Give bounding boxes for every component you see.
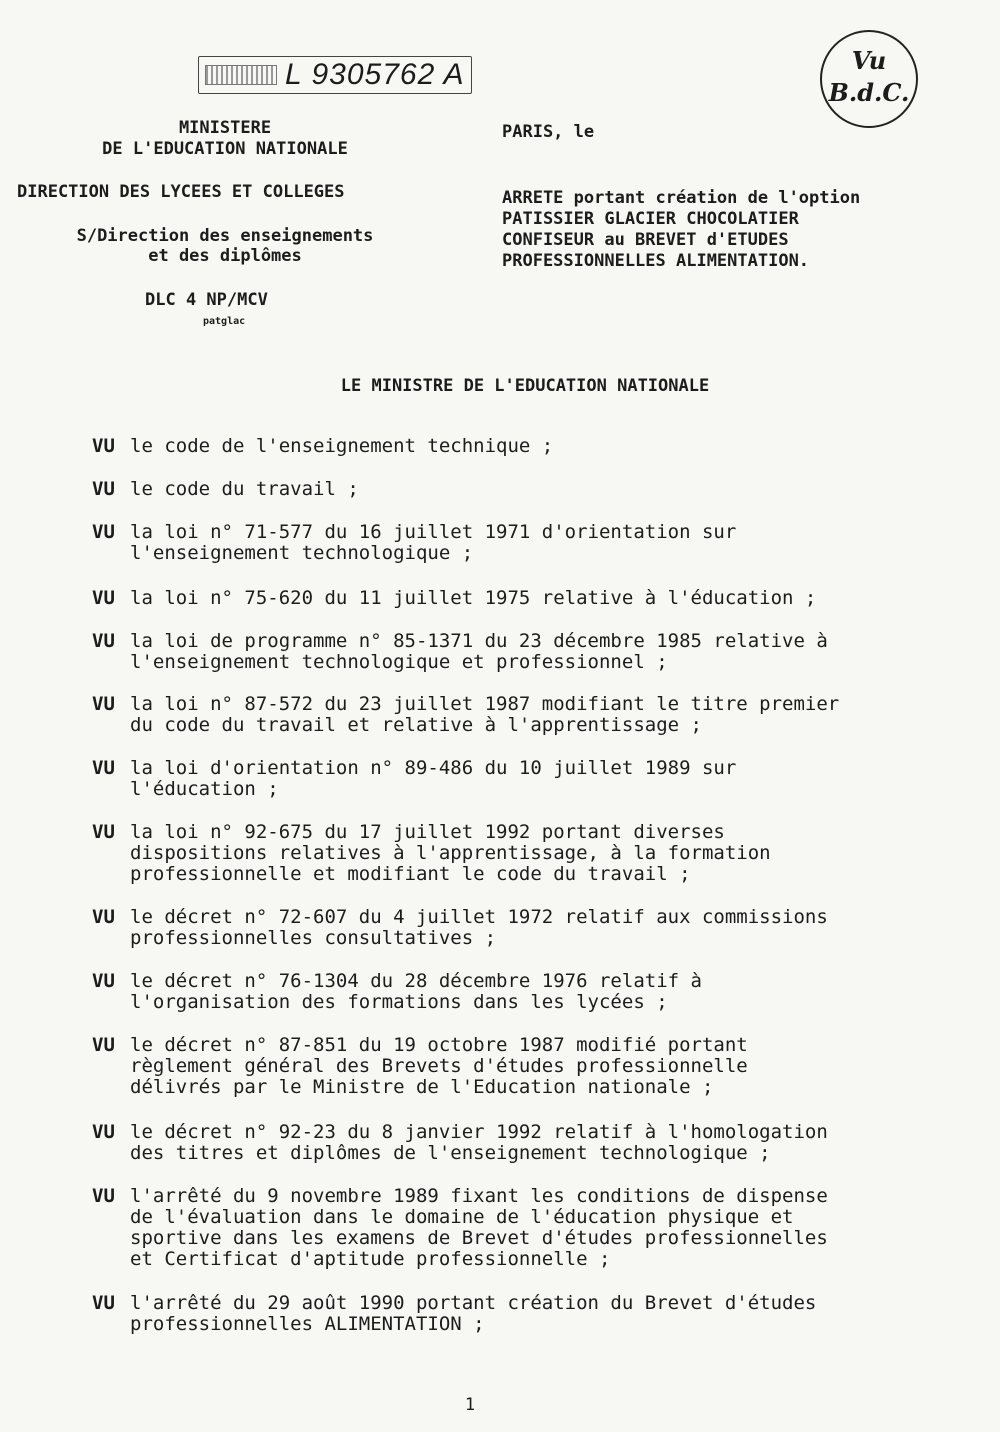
- visa-line: la loi n° 92-675 du 17 juillet 1992 portant diverses: [130, 821, 725, 843]
- visa-item: [92, 1122, 954, 1164]
- visa-item: [92, 822, 954, 885]
- vu-label: VU: [92, 906, 115, 928]
- visa-item: [92, 1186, 954, 1270]
- subdirection-line-2: et des diplômes: [148, 246, 302, 266]
- visa-line: la loi n° 75-620 du 11 juillet 1975 relative à l'éducation ;: [130, 587, 817, 609]
- visa-line: règlement général des Brevets d'études professionnelle: [130, 1055, 748, 1077]
- seal-line-1: Vu: [851, 46, 887, 75]
- subject-line-1: ARRETE portant création de l'option: [502, 188, 861, 208]
- vu-label: VU: [92, 1185, 115, 1207]
- vu-label: VU: [92, 435, 115, 457]
- visa-line: le code du travail ;: [130, 478, 359, 500]
- visa-line: l'enseignement technologique ;: [130, 542, 474, 564]
- vu-label: VU: [92, 478, 115, 500]
- visa-item: [92, 436, 954, 457]
- subdirection-line-1: S/Direction des enseignements: [76, 226, 374, 246]
- stamp-barcode-mark: [205, 65, 277, 85]
- vu-label: VU: [92, 693, 115, 715]
- visa-line: du code du travail et relative à l'apprentissage ;: [130, 714, 702, 736]
- visa-line: l'enseignement technologique et professionnel ;: [130, 651, 668, 673]
- department-code: DLC 4 NP/MCV: [145, 290, 268, 310]
- visa-line: professionnelle et modifiant le code du travail ;: [130, 863, 691, 885]
- visa-line: la loi n° 71-577 du 16 juillet 1971 d'orientation sur: [130, 521, 737, 543]
- vu-label: VU: [92, 521, 115, 543]
- visa-line: le décret n° 87-851 du 19 octobre 1987 modifié portant: [130, 1034, 748, 1056]
- visa-item: [92, 971, 954, 1013]
- vu-label: VU: [92, 587, 115, 609]
- visa-line: délivrés par le Ministre de l'Education nationale ;: [130, 1076, 714, 1098]
- subject-line-3: CONFISEUR au BREVET d'ETUDES: [502, 230, 789, 250]
- visa-line: la loi n° 87-572 du 23 juillet 1987 modifiant le titre premier: [130, 693, 840, 715]
- visa-line: l'organisation des formations dans les lycées ;: [130, 991, 668, 1013]
- subject-line-2: PATISSIER GLACIER CHOCOLATIER: [502, 209, 799, 229]
- visa-item: [92, 631, 954, 673]
- visa-line: le décret n° 72-607 du 4 juillet 1972 relatif aux commissions: [130, 906, 828, 928]
- minister-title: LE MINISTRE DE L'EDUCATION NATIONALE: [340, 376, 710, 396]
- visa-item: [92, 522, 954, 564]
- vu-label: VU: [92, 757, 115, 779]
- approval-seal: [820, 30, 918, 128]
- ministry-line-2: DE L'EDUCATION NATIONALE: [102, 139, 348, 159]
- visa-item: [92, 588, 954, 609]
- visa-line: la loi d'orientation n° 89-486 du 10 juillet 1989 sur: [130, 757, 737, 779]
- visa-line: le décret n° 76-1304 du 28 décembre 1976 relatif à: [130, 970, 702, 992]
- visa-item: [92, 907, 954, 949]
- visa-line: l'arrêté du 29 août 1990 portant création du Brevet d'études: [130, 1292, 817, 1314]
- vu-label: VU: [92, 1121, 115, 1143]
- vu-label: VU: [92, 1292, 115, 1314]
- visa-line: de l'évaluation dans le domaine de l'éducation physique et: [130, 1206, 794, 1228]
- visa-line: dispositions relatives à l'apprentissage, à la formation: [130, 842, 771, 864]
- visa-line: professionnelles consultatives ;: [130, 927, 497, 949]
- visa-line: professionnelles ALIMENTATION ;: [130, 1313, 485, 1335]
- ministry-line-1: MINISTERE: [178, 118, 272, 138]
- direction-name: DIRECTION DES LYCEES ET COLLEGES: [17, 182, 345, 202]
- subject-line-4: PROFESSIONNELLES ALIMENTATION.: [502, 251, 810, 271]
- visa-line: sportive dans les examens de Brevet d'études professionnelles: [130, 1227, 828, 1249]
- visa-line: l'arrêté du 9 novembre 1989 fixant les conditions de dispense: [130, 1185, 828, 1207]
- visa-item: [92, 1293, 954, 1335]
- reference-stamp: [198, 56, 472, 94]
- seal-line-2: B.d.C.: [828, 78, 910, 107]
- vu-label: VU: [92, 1034, 115, 1056]
- vu-label: VU: [92, 630, 115, 652]
- page-number: 1: [464, 1395, 476, 1415]
- file-tag: patglac: [203, 316, 246, 327]
- place-date: PARIS, le: [502, 122, 595, 142]
- visa-line: des titres et diplômes de l'enseignement technologique ;: [130, 1142, 771, 1164]
- vu-label: VU: [92, 821, 115, 843]
- visa-line: et Certificat d'aptitude professionnelle ;: [130, 1248, 611, 1270]
- visa-item: [92, 1035, 954, 1098]
- visa-line: le code de l'enseignement technique ;: [130, 435, 554, 457]
- visa-item: [92, 694, 954, 736]
- visa-line: l'éducation ;: [130, 778, 279, 800]
- visa-line: la loi de programme n° 85-1371 du 23 décembre 1985 relative à: [130, 630, 828, 652]
- reference-number: L 9305762 A: [285, 58, 465, 91]
- vu-label: VU: [92, 970, 115, 992]
- visa-item: [92, 758, 954, 800]
- visa-line: le décret n° 92-23 du 8 janvier 1992 relatif à l'homologation: [130, 1121, 828, 1143]
- visa-item: [92, 479, 954, 500]
